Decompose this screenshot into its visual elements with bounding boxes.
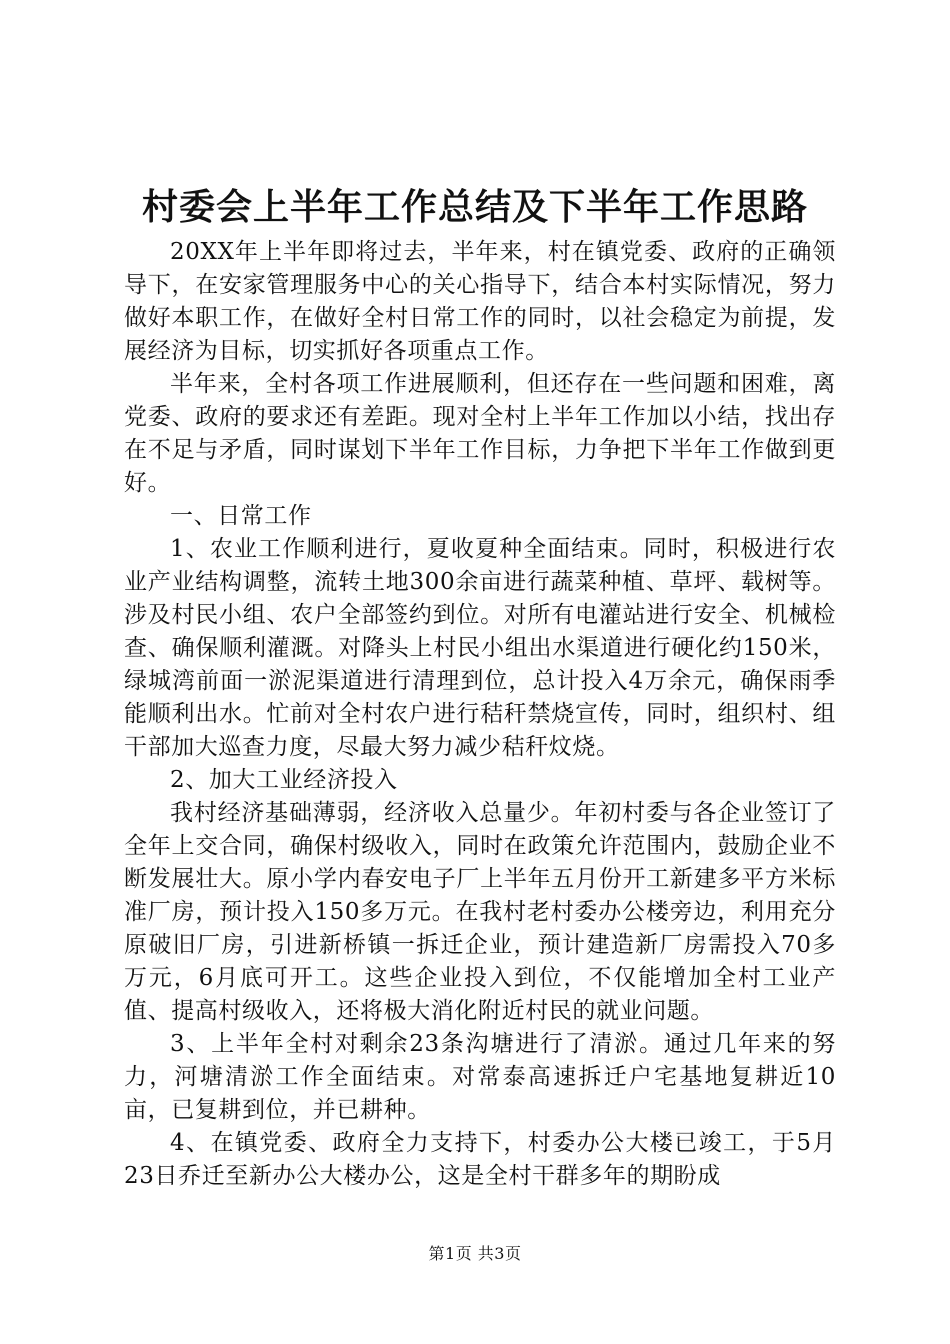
document-body <box>124 236 836 1193</box>
paragraph-intro: 20XX年上半年即将过去，半年来，村在镇党委、政府的正确领导下，在安家管理服务中心的关心指导下，结合本村实际情况，努力做好本职工作，在做好全村日常工作的同时，以社会稳定为前提，发展经济为目标，切实抓好各项重点工作。 <box>124 239 836 364</box>
section-heading-daily-work: 一、日常工作 <box>170 503 312 529</box>
paragraph-summary: 半年来，全村各项工作进展顺利，但还存在一些问题和困难，离党委、政府的要求还有差距。现对全村上半年工作加以小结，找出存在不足与矛盾，同时谋划下半年工作目标，力争把下半年工作做到更好。 <box>124 371 836 496</box>
paragraph-industrial-economy: 我村经济基础薄弱，经济收入总量少。年初村委与各企业签订了全年上交合同，确保村级收入，同时在政策允许范围内，鼓励企业不断发展壮大。原小学内春安电子厂上半年五月份开工新建多平方米标准厂房，预计投入150多万元。在我村老村委办公楼旁边，利用充分原破旧厂房，引进新桥镇一拆迁企业，预计建造新厂房需投入70多万元，6月底可开工。这些企业投入到位，不仅能增加全村工业产值、提高村级收入，还将极大消化附近村民的就业问题。 <box>124 800 836 1024</box>
paragraph-office-building: 4、在镇党委、政府全力支持下，村委办公大楼已竣工，于5月23日乔迁至新办公大楼办公，这是全村干群多年的期盼成 <box>124 1130 836 1189</box>
paragraph-agriculture: 1、农业工作顺利进行，夏收夏种全面结束。同时，积极进行农业产业结构调整，流转土地300余亩进行蔬菜种植、草坪、载树等。涉及村民小组、农户全部签约到位。对所有电灌站进行安全、机械检查、确保顺利灌溉。对降头上村民小组出水渠道进行硬化约150米，绿城湾前面一淤泥渠道进行清理到位，总计投入4万余元，确保雨季能顺利出水。忙前对全村农户进行秸秆禁烧宣传，同时，组织村、组干部加大巡查力度，尽最大努力减少秸秆炆烧。 <box>124 536 836 760</box>
page-number-footer: 第1页 共3页 <box>428 1244 522 1263</box>
subheading-industrial-investment: 2、加大工业经济投入 <box>170 767 398 793</box>
paragraph-pond-dredging: 3、上半年全村对剩余23条沟塘进行了清淤。通过几年来的努力，河塘清淤工作全面结束。对常泰高速拆迁户宅基地复耕近10亩，已复耕到位，并已耕种。 <box>124 1031 836 1123</box>
document-title: 村委会上半年工作总结及下半年工作思路 <box>141 187 808 228</box>
